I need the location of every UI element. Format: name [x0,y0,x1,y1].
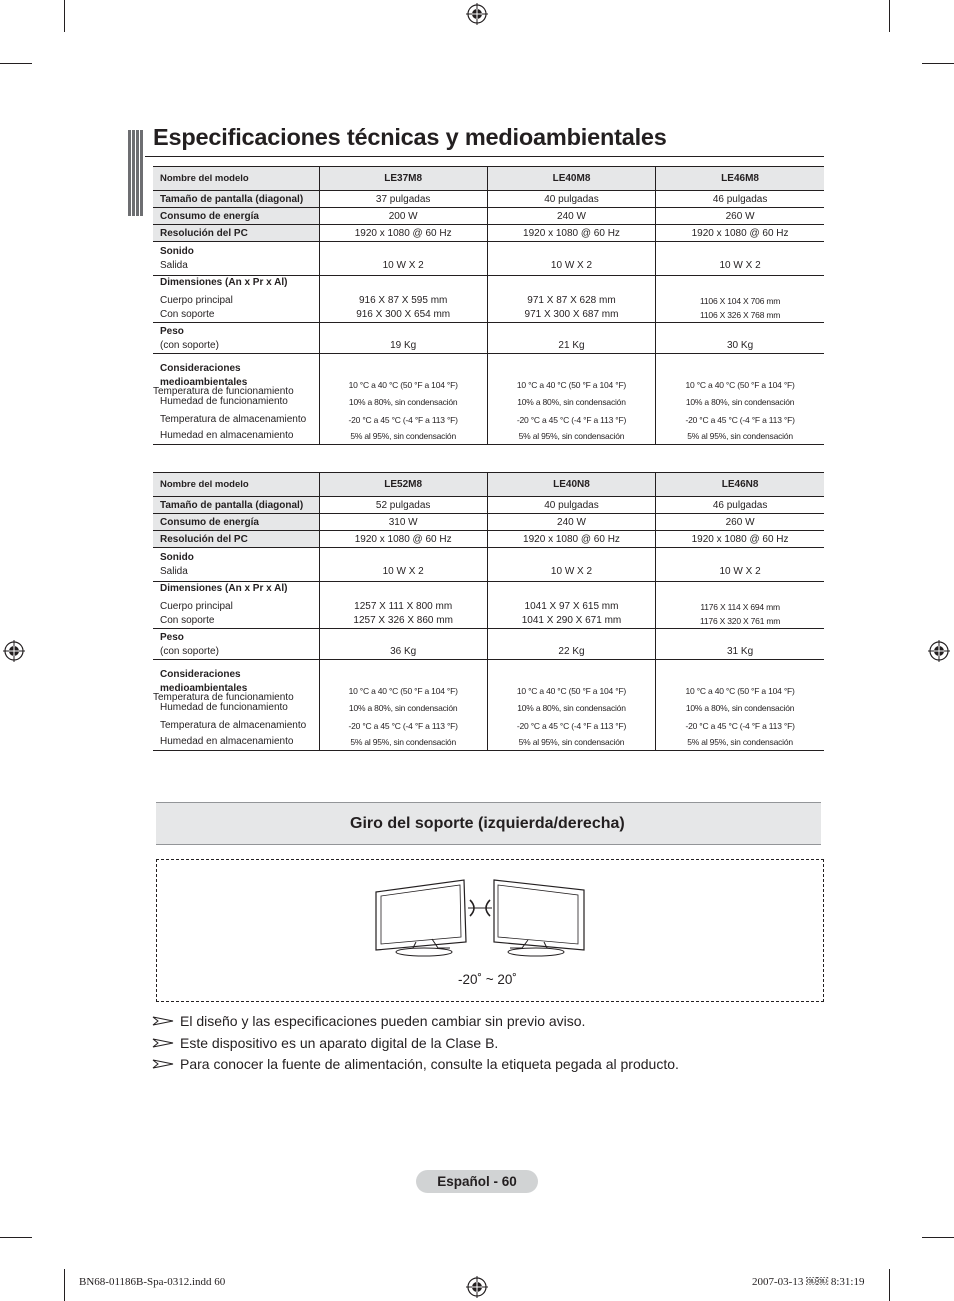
table-row [153,698,824,715]
cell-value: 200 W [319,208,487,225]
row-label-title: medioambientales [160,682,248,694]
cell-value: 40 pulgadas [487,191,655,208]
cell-value: 10 W X 2 [656,548,824,582]
cell-value: 10% a 80%, sin condensación [487,698,655,715]
cell-value: 52 pulgadas [319,497,487,514]
cell-value: 31 Kg [656,629,824,660]
note-item [152,1035,498,1051]
cell-value: 10% a 80%, sin condensación [487,392,655,409]
row-label: Tamaño de pantalla (diagonal) [153,191,319,208]
row-label-sub: Salida [160,260,188,271]
cell-value: 10 W X 2 [656,242,824,276]
table-row [153,514,824,531]
cell-value: 5% al 95%, sin condensación [656,733,824,751]
row-label: Humedad de funcionamiento [160,395,288,407]
row-label: Consumo de energía [153,514,319,531]
cell-value [319,582,487,629]
tv-swivel-illustration [372,876,588,958]
row-label-title: Peso [160,326,184,337]
cell-value: 10 W X 2 [319,242,487,276]
table-header-row [153,473,824,497]
model-name: LE52M8 [319,473,487,497]
row-label-title: Consideraciones [160,668,241,680]
cell-value: 310 W [319,514,487,531]
crop-mark [889,0,890,32]
table-row [153,497,824,514]
cell-value: 30 Kg [656,323,824,354]
row-label: Humedad en almacenamiento [153,733,319,751]
dim-stand: 1106 X 326 X 768 mm [700,310,781,320]
cell-value: 10 W X 2 [487,548,655,582]
model-name: LE46M8 [656,167,824,191]
note-text: Para conocer la fuente de alimentación, consulte la etiqueta pegada al producto. [180,1056,679,1072]
table-header-row [153,167,824,191]
registration-mark-icon [3,640,25,662]
header-label: Nombre del modelo [153,167,319,191]
table-row [153,392,824,409]
cell-value: 36 Kg [319,629,487,660]
arrow-note-icon [152,1038,174,1048]
row-label-sub: (con soporte) [160,646,219,657]
table-row [153,276,824,323]
cell-value: 1920 x 1080 @ 60 Hz [656,225,824,242]
cell-value: -20 °C a 45 °C (-4 °F a 113 °F) [487,409,655,427]
row-label-title: Dimensiones (An x Pr x Al) [160,277,288,288]
table-row [153,242,824,276]
cell-value: 21 Kg [487,323,655,354]
table-row [153,715,824,733]
cell-value: 10% a 80%, sin condensación [656,392,824,409]
row-label: Temperatura de almacenamiento [160,413,307,425]
row-label-title: Dimensiones (An x Pr x Al) [160,583,288,594]
cell-value: 46 pulgadas [656,497,824,514]
dim-stand: 1176 X 320 X 761 mm [700,616,781,626]
cell-value: 22 Kg [487,629,655,660]
row-label-title: Peso [160,632,184,643]
cell-value: 5% al 95%, sin condensación [319,733,487,751]
dim-body: 1106 X 104 X 706 mm [700,296,781,306]
row-label-title: Sonido [160,552,194,563]
cell-value: 10 °C a 40 °C (50 °F a 104 °F) [656,660,824,698]
row-label [153,323,319,354]
table-row [153,225,824,242]
note-text: El diseño y las especificaciones pueden cambiar sin previo aviso. [180,1013,586,1029]
row-label-title: Sonido [160,246,194,257]
crop-mark [922,1237,954,1238]
row-label: Consumo de energía [153,208,319,225]
dim-stand: 1257 X 326 X 860 mm [353,615,453,626]
row-label: Humedad en almacenamiento [153,427,319,445]
table-row [153,582,824,629]
cell-value [487,276,655,323]
row-label-sub: Salida [160,566,188,577]
cell-value: 10 W X 2 [487,242,655,276]
section-heading: Giro del soporte (izquierda/derecha) [350,815,625,832]
cell-value: 40 pulgadas [487,497,655,514]
arrow-note-icon [152,1059,174,1069]
cell-value: 10% a 80%, sin condensación [319,698,487,715]
cell-value: 46 pulgadas [656,191,824,208]
crop-mark [889,1269,890,1301]
cell-value: 5% al 95%, sin condensación [487,733,655,751]
model-name: LE46N8 [656,473,824,497]
row-label: Tamaño de pantalla (diagonal) [153,497,319,514]
note-item [152,1013,585,1029]
title-accent-bars [128,130,144,216]
cell-value: -20 °C a 45 °C (-4 °F a 113 °F) [319,409,487,427]
timestamp: 2007-03-13 ￼￼ 8:31:19 [752,1276,865,1288]
cell-value: 10% a 80%, sin condensación [656,698,824,715]
cell-value: -20 °C a 45 °C (-4 °F a 113 °F) [656,715,824,733]
cell-value: -20 °C a 45 °C (-4 °F a 113 °F) [656,409,824,427]
cell-value: 1920 x 1080 @ 60 Hz [319,225,487,242]
note-item [152,1056,679,1072]
registration-mark-icon [928,640,950,662]
table-row [153,733,824,751]
dim-body: 971 X 87 X 628 mm [527,295,616,306]
table-row [153,548,824,582]
cell-value: 240 W [487,208,655,225]
dim-body: 916 X 87 X 595 mm [358,295,448,306]
row-label-sub: Con soporte [160,309,215,320]
file-info: BN68-01186B-Spa-0312.indd 60 [79,1276,226,1288]
row-label-sub: Con soporte [160,615,215,626]
cell-value [487,582,655,629]
model-name: LE37M8 [319,167,487,191]
cell-value: 5% al 95%, sin condensación [319,427,487,445]
registration-mark-icon [466,1276,488,1298]
row-label [153,629,319,660]
row-label-title: medioambientales [160,376,248,388]
page-number-badge: Español - 60 [416,1170,538,1193]
row-label: Temperatura de almacenamiento [160,719,307,731]
crop-mark [922,63,954,64]
dim-body: 1041 X 97 X 615 mm [524,601,619,612]
cell-value [656,276,824,323]
cell-value: 10% a 80%, sin condensación [319,392,487,409]
cell-value: 10 °C a 40 °C (50 °F a 104 °F) [656,354,824,392]
cell-value [319,276,487,323]
spec-table-1: Nombre del modelo LE37M8 LE40M8 LE46M8 Tamaño de pantalla (diagonal) 37 pulgadas 40 pulgadas 46 pulgadas Consumo de energía 200 W 240 W 260 W Resolución del PC 1920 x 1080 @ 60 Hz 1920 x 1080 @ 60 Hz 1920 x 1080 @ 60 Hz Sonido Salida 10 W X 2 10 W X 2 10 W X 2 Dimensiones (An x Pr x Al) Cuerpo principal Con soporte 916 X 87 X 595 mm 916 X 300 X 654 mm 971 X 87 X 628 mm 971 X 300 X 687 mm 1106 X 104 X 706 mm 1106 X 326 X 768 mm Peso (con soporte) 19 Kg 21 Kg 30 Kg Consideraciones medioambientales 10 °C a 40 °C (50 °F a 104 °F) 10 °C a 40 °C (50 °F a 104 °F) 10 °C a 40 °C (50 °F a 104 °F) Temperatura de funcionamiento Humedad de funcionamiento 10% a 80%, sin condensación 10% a 80%, sin condensación 10% a 80%, sin condensación Temperatura de almacenamiento -20 °C a 45 °C (-4 °F a 113 °F) -20 °C a 45 °C (-4 °F a 113 °F) -20 °C a 45 °C (-4 °F a 113 °F) Humedad en almacenamiento 5% al 95%, sin condensación 5% al 95%, sin condensación 5% al 95%, sin condensación [153,166,824,445]
dim-stand: 916 X 300 X 654 mm [356,309,451,320]
cell-value: -20 °C a 45 °C (-4 °F a 113 °F) [487,715,655,733]
row-label: Humedad de funcionamiento [160,701,288,713]
arrow-note-icon [152,1016,174,1026]
table-row [153,208,824,225]
row-label [153,276,319,323]
table-row [153,323,824,354]
cell-value: 10 °C a 40 °C (50 °F a 104 °F) [487,354,655,392]
cell-value: 1920 x 1080 @ 60 Hz [487,225,655,242]
cell-value: 5% al 95%, sin condensación [656,427,824,445]
cell-value: 240 W [487,514,655,531]
crop-mark [64,0,65,32]
crop-mark [0,1237,32,1238]
row-label: Resolución del PC [153,531,319,548]
cell-value: 10 °C a 40 °C (50 °F a 104 °F) [319,354,487,392]
row-label: Resolución del PC [153,225,319,242]
dim-stand: 1041 X 290 X 671 mm [521,615,622,626]
section-heading-box [156,802,821,845]
cell-value: 37 pulgadas [319,191,487,208]
row-label-sub: (con soporte) [160,340,219,351]
cell-value: 10 °C a 40 °C (50 °F a 104 °F) [487,660,655,698]
table-row [153,409,824,427]
crop-mark [64,1269,65,1301]
cell-value: 1920 x 1080 @ 60 Hz [656,531,824,548]
table-row [153,427,824,445]
row-label-sub: Cuerpo principal [160,601,233,612]
row-label [153,548,319,582]
registration-mark-icon [466,3,488,25]
spec-table-2: Nombre del modelo LE52M8 LE40N8 LE46N8 Tamaño de pantalla (diagonal) 52 pulgadas 40 pulgadas 46 pulgadas Consumo de energía 310 W 240 W 260 W Resolución del PC 1920 x 1080 @ 60 Hz 1920 x 1080 @ 60 Hz 1920 x 1080 @ 60 Hz Sonido Salida 10 W X 2 10 W X 2 10 W X 2 Dimensiones (An x Pr x Al) Cuerpo principal Con soporte 1257 X 111 X 800 mm 1257 X 326 X 860 mm 1041 X 97 X 615 mm 1041 X 290 X 671 mm 1176 X 114 X 694 mm 1176 X 320 X 761 mm Peso (con soporte) 36 Kg 22 Kg 31 Kg Consideraciones medioambientales 10 °C a 40 °C (50 °F a 104 °F) 10 °C a 40 °C (50 °F a 104 °F) 10 °C a 40 °C (50 °F a 104 °F) Temperatura de funcionamiento Humedad de funcionamiento 10% a 80%, sin condensación 10% a 80%, sin condensación 10% a 80%, sin condensación Temperatura de almacenamiento -20 °C a 45 °C (-4 °F a 113 °F) -20 °C a 45 °C (-4 °F a 113 °F) -20 °C a 45 °C (-4 °F a 113 °F) Humedad en almacenamiento 5% al 95%, sin condensación 5% al 95%, sin condensación 5% al 95%, sin condensación [153,472,824,751]
table-row [153,531,824,548]
row-label [153,582,319,629]
title-rule [145,156,824,157]
cell-value [656,582,824,629]
page-title: Especificaciones técnicas y medioambientales [153,124,667,150]
table-row [153,629,824,660]
model-name: LE40N8 [487,473,655,497]
cell-value: -20 °C a 45 °C (-4 °F a 113 °F) [319,715,487,733]
crop-mark [0,63,32,64]
row-label [153,242,319,276]
cell-value: 5% al 95%, sin condensación [487,427,655,445]
cell-value: 1920 x 1080 @ 60 Hz [487,531,655,548]
cell-value: 19 Kg [319,323,487,354]
cell-value: 10 W X 2 [319,548,487,582]
swivel-angle: -20˚ ~ 20˚ [458,972,517,987]
dim-stand: 971 X 300 X 687 mm [524,309,619,320]
dim-body: 1257 X 111 X 800 mm [354,601,453,612]
model-name: LE40M8 [487,167,655,191]
row-label-sub: Cuerpo principal [160,295,233,306]
dim-body: 1176 X 114 X 694 mm [700,602,780,612]
cell-value: 260 W [656,514,824,531]
cell-value: 260 W [656,208,824,225]
note-text: Este dispositivo es un aparato digital de la Clase B. [180,1035,499,1051]
cell-value: 1920 x 1080 @ 60 Hz [319,531,487,548]
cell-value: 10 °C a 40 °C (50 °F a 104 °F) [319,660,487,698]
table-row [153,191,824,208]
header-label: Nombre del modelo [153,473,319,497]
row-label-title: Consideraciones [160,362,241,374]
